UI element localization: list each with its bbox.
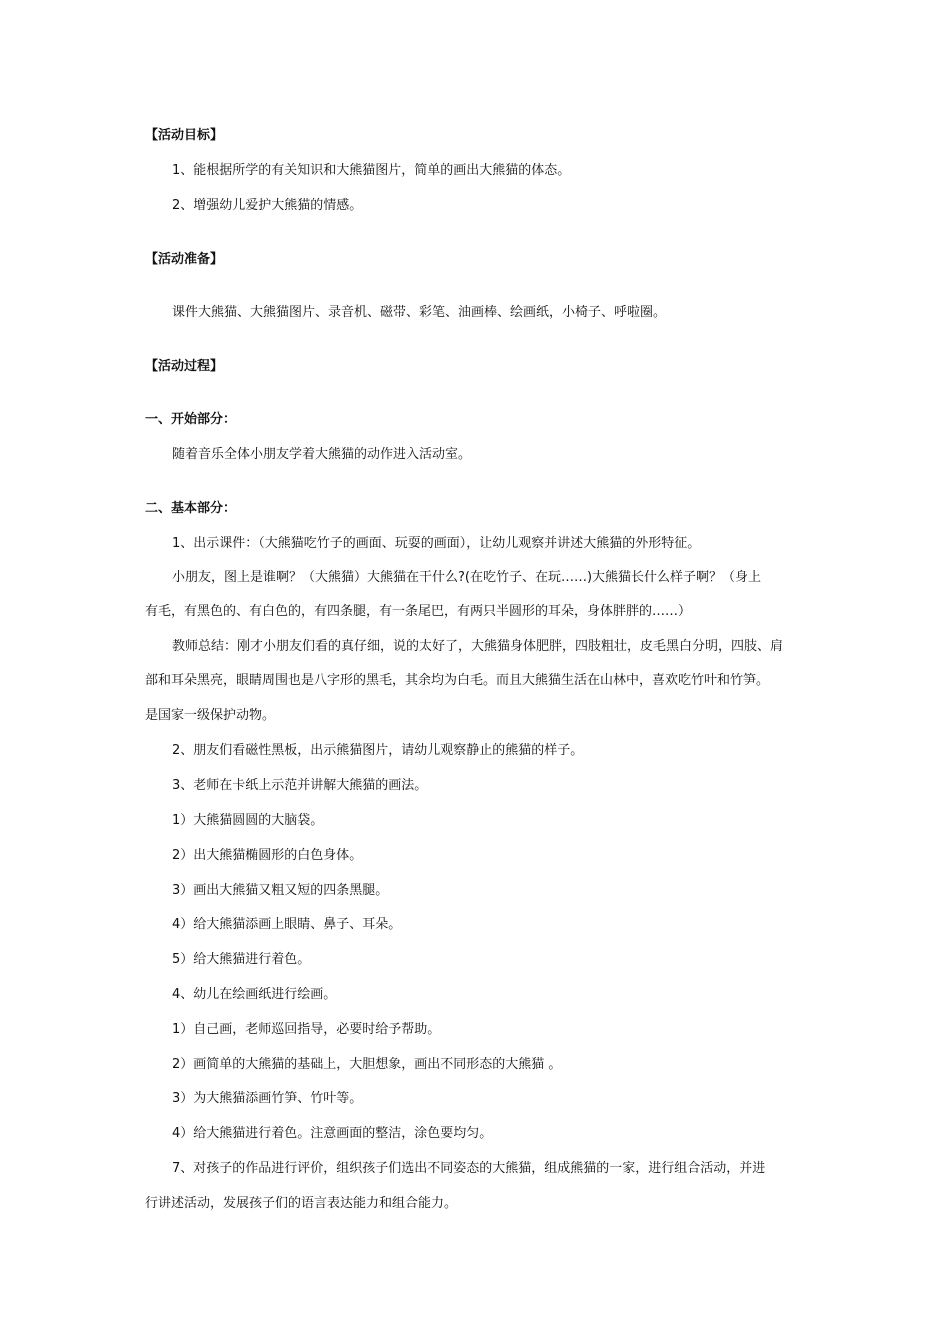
child-draw-1: 1）自己画，老师巡回指导，必要时给予帮助。 bbox=[172, 1022, 441, 1037]
part2-heading: 二、基本部分： bbox=[145, 501, 237, 516]
child-draw-3: 3）为大熊猫添画竹笋、竹叶等。 bbox=[172, 1091, 363, 1106]
draw-step-4: 4）给大熊猫添画上眼睛、鼻子、耳朵。 bbox=[172, 917, 402, 932]
part2-item-4: 4、幼儿在绘画纸进行绘画。 bbox=[172, 987, 337, 1002]
goal-item-1: 1、能根据所学的有关知识和大熊猫图片，简单的画出大熊猫的体态。 bbox=[172, 163, 571, 178]
part1-heading: 一、开始部分： bbox=[145, 412, 237, 427]
part2-summary-line-1: 教师总结：刚才小朋友们看的真仔细，说的太好了，大熊猫身体肥胖，四肢粗壮，皮毛黑白分明，四肢、肩 bbox=[172, 639, 784, 654]
draw-step-3: 3）画出大熊猫又粗又短的四条黑腿。 bbox=[172, 883, 389, 898]
draw-step-5: 5）给大熊猫进行着色。 bbox=[172, 952, 311, 967]
part2-question-line-2: 有毛，有黑色的、有白色的，有四条腿，有一条尾巴，有两只半圆形的耳朵，身体胖胖的……） bbox=[145, 604, 692, 619]
draw-step-2: 2）出大熊猫椭圆形的白色身体。 bbox=[172, 848, 363, 863]
part2-item-2: 2、朋友们看磁性黑板，出示熊猫图片，请幼儿观察静止的熊猫的样子。 bbox=[172, 743, 584, 758]
prep-heading: 【活动准备】 bbox=[145, 252, 224, 267]
part1-text: 随着音乐全体小朋友学着大熊猫的动作进入活动室。 bbox=[172, 447, 472, 462]
part2-item-7-line-1: 7、对孩子的作品进行评价，组织孩子们选出不同姿态的大熊猫，组成熊猫的一家，进行组合活动，并进 bbox=[172, 1161, 766, 1176]
part2-summary-line-2: 部和耳朵黑亮，眼睛周围也是八字形的黑毛，其余均为白毛。而且大熊猫生活在山林中，喜欢吃竹叶和竹笋。 bbox=[145, 673, 770, 688]
child-draw-4: 4）给大熊猫进行着色。注意画面的整洁，涂色要均匀。 bbox=[172, 1126, 493, 1141]
part2-summary-line-3: 是国家一级保护动物。 bbox=[145, 708, 276, 723]
draw-step-1: 1）大熊猫圆圆的大脑袋。 bbox=[172, 813, 324, 828]
prep-text: 课件大熊猫、大熊猫图片、录音机、磁带、彩笔、油画棒、绘画纸，小椅子、呼啦圈。 bbox=[172, 305, 667, 320]
part2-item-7-line-2: 行讲述活动，发展孩子们的语言表达能力和组合能力。 bbox=[145, 1196, 458, 1211]
goals-heading: 【活动目标】 bbox=[145, 128, 224, 143]
part2-question-line-1: 小朋友，图上是谁啊？（大熊猫）大熊猫在干什么?(在吃竹子、在玩……)大熊猫长什么样子啊？（身上 bbox=[172, 570, 762, 585]
child-draw-2: 2）画简单的大熊猫的基础上，大胆想象，画出不同形态的大熊猫 。 bbox=[172, 1057, 562, 1072]
process-heading: 【活动过程】 bbox=[145, 359, 224, 374]
part2-item-1: 1、出示课件：（大熊猫吃竹子的画面、玩耍的画面），让幼儿观察并讲述大熊猫的外形特征。 bbox=[172, 536, 701, 551]
goal-item-2: 2、增强幼儿爱护大熊猫的情感。 bbox=[172, 198, 363, 213]
part2-item-3: 3、老师在卡纸上示范并讲解大熊猫的画法。 bbox=[172, 778, 428, 793]
